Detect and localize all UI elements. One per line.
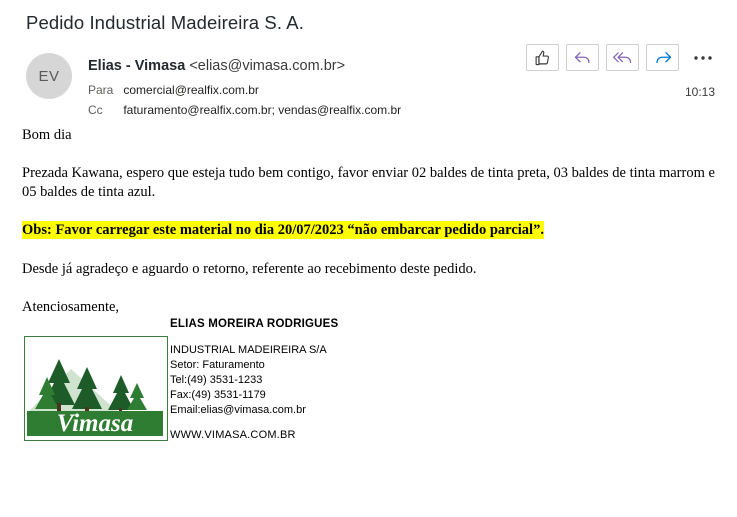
- vimasa-logo: [24, 336, 168, 441]
- signature-website[interactable]: WWW.VIMASA.COM.BR: [170, 428, 296, 441]
- more-options-icon: [693, 54, 713, 62]
- avatar: EV: [26, 53, 72, 99]
- message-actions: [526, 44, 719, 71]
- body-note-highlight: Obs: Favor carregar este material no dia 20/07/2023 “não embarcar pedido parcial”.: [22, 222, 544, 239]
- recipients-to: [88, 83, 259, 97]
- signature-email[interactable]: Email:elias@vimasa.com.br: [170, 403, 306, 416]
- signature-name: ELIAS MOREIRA RODRIGUES: [170, 318, 339, 330]
- signature-company: INDUSTRIAL MADEIREIRA S/A: [170, 344, 327, 356]
- sender-line: [88, 58, 345, 74]
- body-paragraph-1: Prezada Kawana, espero que esteja tudo bem contigo, favor enviar 02 baldes de tinta preta, 03 baldes de tinta marrom e 05 baldes de tinta azul.: [22, 165, 715, 201]
- signature-fax: Fax:(49) 3531-1179: [170, 388, 266, 401]
- body-closing: Atenciosamente,: [22, 298, 120, 315]
- more-options-button[interactable]: [686, 44, 719, 71]
- svg-text:Vimasa: Vimasa: [56, 410, 134, 437]
- page-title: Pedido Industrial Madeireira S. A.: [26, 12, 304, 33]
- forward-icon: [654, 50, 672, 66]
- body-note: [22, 221, 544, 240]
- body-greeting: Bom dia: [22, 127, 72, 143]
- sender-email[interactable]: <elias@vimasa.com.br>: [189, 58, 346, 74]
- body-paragraph-2: Desde já agradeço e aguardo o retorno, referente ao recebimento deste pedido.: [22, 260, 477, 277]
- reply-all-button[interactable]: [606, 44, 639, 71]
- forward-button[interactable]: [646, 44, 679, 71]
- message-timestamp: 10:13: [684, 85, 715, 99]
- message-body: [22, 126, 722, 336]
- like-icon: [534, 49, 551, 66]
- recipients-cc: [88, 103, 401, 117]
- to-value[interactable]: comercial@realfix.com.br: [123, 83, 259, 97]
- reply-icon: [574, 50, 592, 66]
- to-label: Para: [88, 83, 114, 97]
- reply-all-icon: [613, 50, 632, 66]
- email-signature: [24, 318, 444, 448]
- like-button[interactable]: [526, 44, 559, 71]
- cc-label: Cc: [88, 103, 103, 117]
- reply-button[interactable]: [566, 44, 599, 71]
- vimasa-logo-graphic: [25, 337, 165, 438]
- signature-sector: Setor: Faturamento: [170, 358, 265, 371]
- signature-text: [170, 318, 440, 441]
- sender-name[interactable]: Elias - Vimasa: [88, 58, 186, 74]
- cc-value[interactable]: faturamento@realfix.com.br; vendas@realfix.com.br: [123, 103, 402, 117]
- signature-tel: Tel:(49) 3531-1233: [170, 373, 263, 386]
